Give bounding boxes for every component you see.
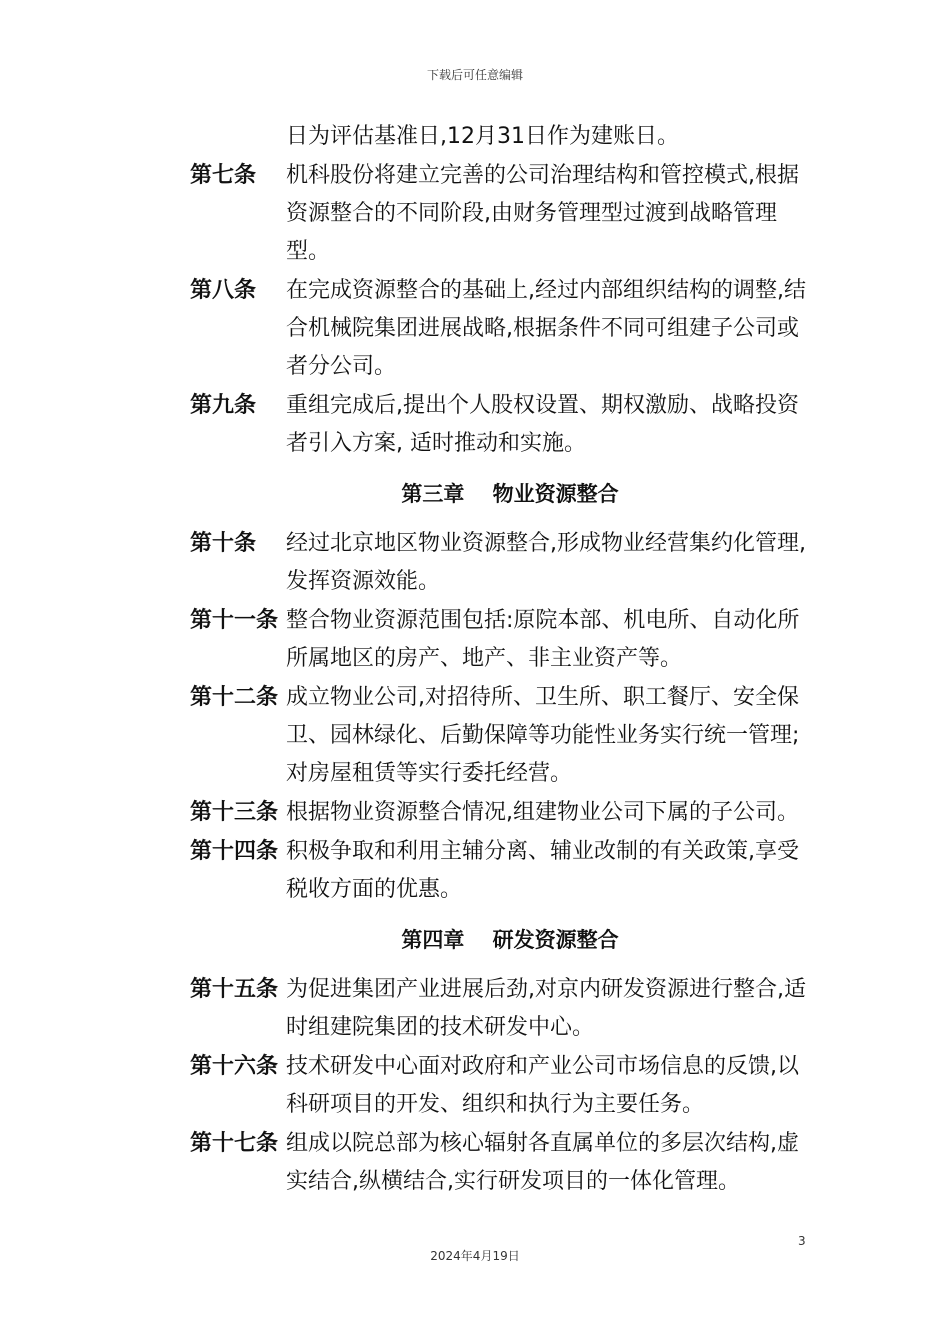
article-label: 第十七条 (190, 1131, 279, 1156)
article-9 (190, 387, 830, 463)
article-text: 根据物业资源整合情况,组建物业公司下属的子公司。 (286, 800, 799, 825)
article-16 (190, 1048, 830, 1124)
article-13 (190, 794, 830, 832)
article-text: 在完成资源整合的基础上,经过内部组织结构的调整,结合机械院集团进展战略,根据条件不同可组建子公司或者分公司。 (286, 278, 806, 379)
article-text: 成立物业公司,对招待所、卫生所、职工餐厅、安全保卫、园林绿化、后勤保障等功能性业务实行统一管理;对房屋租赁等实行委托经营。 (286, 685, 800, 786)
page-header: 下载后可任意编辑 (426, 68, 523, 82)
continuation-paragraph: 日为评估基准日,12月31日作为建账日。 (286, 124, 679, 149)
page-number: 3 (798, 1234, 806, 1248)
article-label: 第十二条 (190, 685, 279, 710)
article-label: 第十一条 (190, 608, 279, 633)
article-text: 经过北京地区物业资源整合,形成物业经营集约化管理,发挥资源效能。 (286, 531, 806, 594)
article-text: 技术研发中心面对政府和产业公司市场信息的反馈,以科研项目的开发、组织和执行为主要任务。 (286, 1054, 799, 1117)
article-text: 积极争取和利用主辅分离、辅业改制的有关政策,享受税收方面的优惠。 (286, 839, 799, 902)
article-text: 整合物业资源范围包括:原院本部、机电所、自动化所所属地区的房产、地产、非主业资产等。 (286, 608, 800, 671)
chapter-heading-4: 第四章 研发资源整合 (401, 928, 619, 952)
article-label: 第十条 (190, 531, 257, 556)
article-15 (190, 971, 830, 1047)
article-17 (190, 1125, 830, 1201)
article-label: 第十四条 (190, 839, 279, 864)
article-text: 重组完成后,提出个人股权设置、期权激励、战略投资者引入方案, 适时推动和实施。 (286, 393, 799, 456)
page-footer-date: 2024年4月19日 (430, 1249, 520, 1263)
article-7 (190, 157, 830, 271)
article-14 (190, 833, 830, 909)
article-label: 第九条 (190, 393, 257, 418)
document-body (190, 118, 830, 1202)
article-11 (190, 602, 830, 678)
article-label: 第八条 (190, 278, 257, 303)
article-label: 第十三条 (190, 800, 279, 825)
article-10 (190, 525, 830, 601)
article-text: 机科股份将建立完善的公司治理结构和管控模式,根据资源整合的不同阶段,由财务管理型过渡到战略管理型。 (286, 163, 799, 264)
article-text: 为促进集团产业进展后劲,对京内研发资源进行整合,适时组建院集团的技术研发中心。 (286, 977, 806, 1040)
article-text: 组成以院总部为核心辐射各直属单位的多层次结构,虚实结合,纵横结合,实行研发项目的一体化管理。 (286, 1131, 799, 1194)
article-8 (190, 272, 830, 386)
article-12 (190, 679, 830, 793)
article-label: 第十六条 (190, 1054, 279, 1079)
chapter-heading-3: 第三章 物业资源整合 (401, 482, 619, 506)
article-label: 第七条 (190, 163, 257, 188)
article-label: 第十五条 (190, 977, 279, 1002)
